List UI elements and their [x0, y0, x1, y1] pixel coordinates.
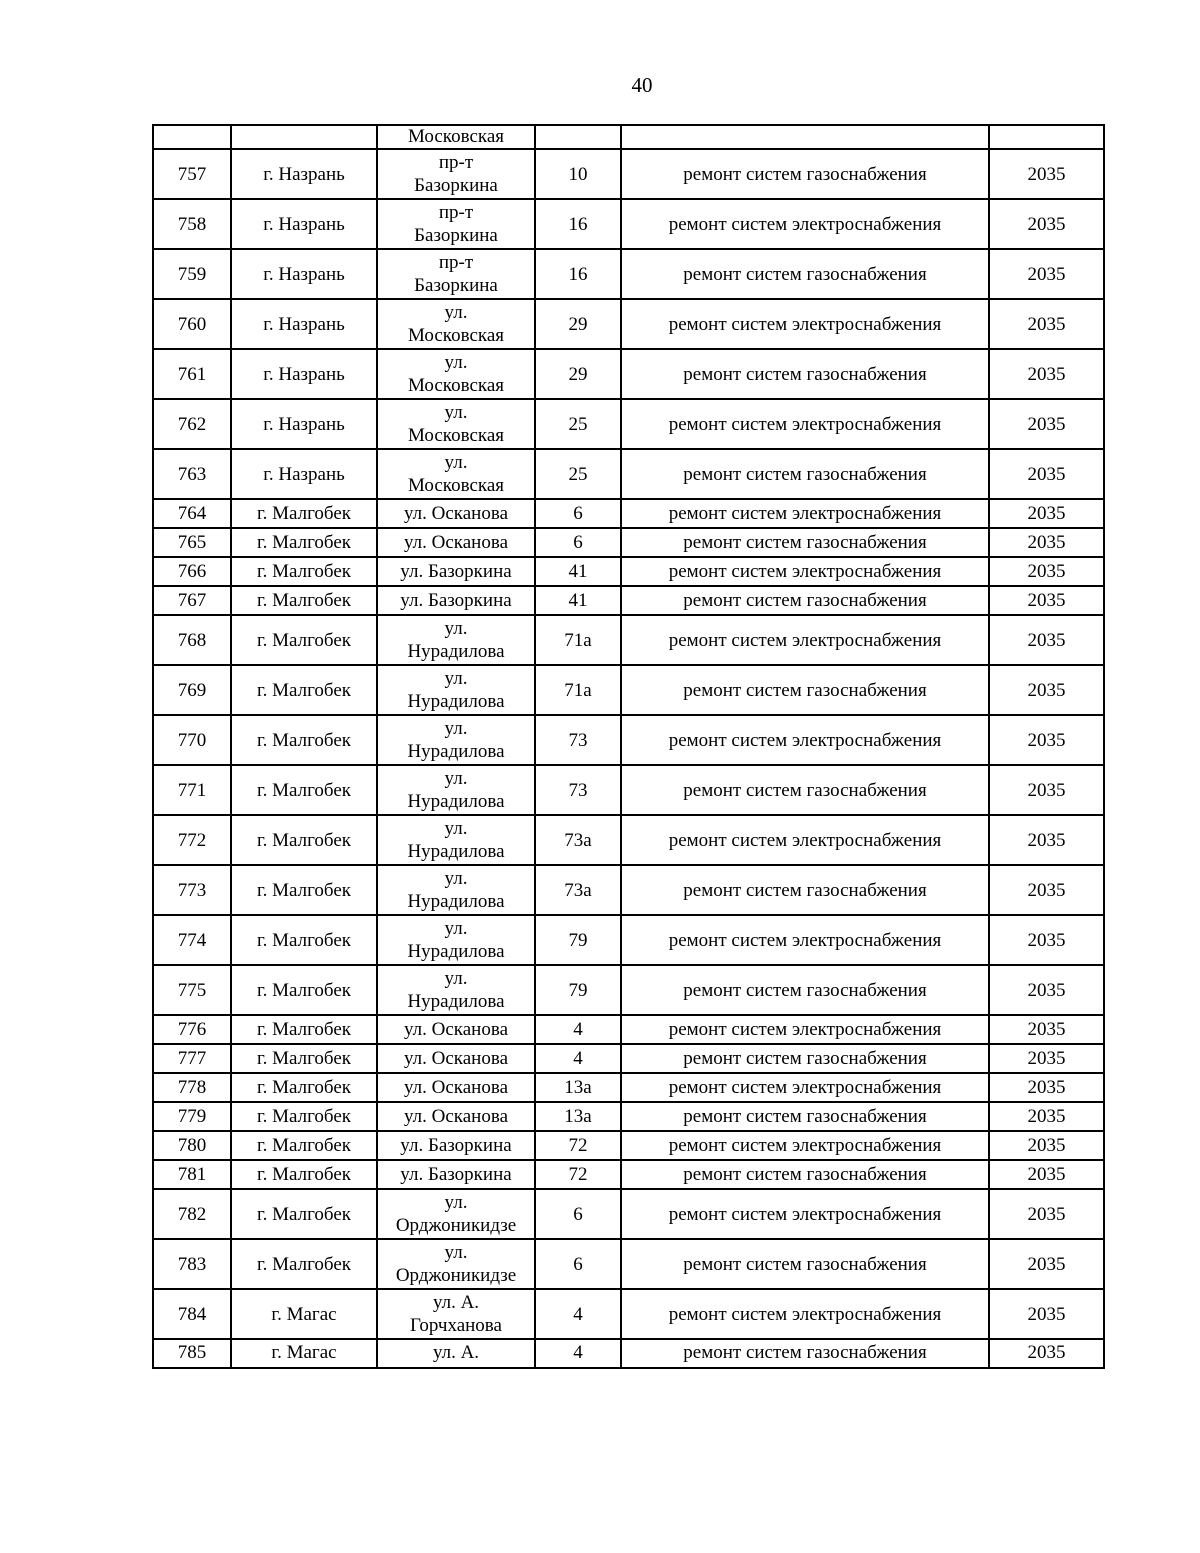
cell-year: 2035 [989, 1339, 1104, 1368]
table-row [153, 499, 1104, 528]
cell-city: г. Малгобек [231, 557, 377, 586]
cell-year [989, 125, 1104, 149]
table-row [153, 1131, 1104, 1160]
cell-num: 761 [153, 349, 231, 399]
registry-table [152, 124, 1105, 1369]
cell-year: 2035 [989, 586, 1104, 615]
table-row [153, 399, 1104, 449]
cell-house: 41 [535, 586, 621, 615]
cell-work: ремонт систем электроснабжения [621, 1289, 989, 1339]
cell-num: 767 [153, 586, 231, 615]
cell-num: 758 [153, 199, 231, 249]
street-line: пр-т [438, 252, 474, 273]
cell-city: г. Малгобек [231, 499, 377, 528]
cell-year: 2035 [989, 815, 1104, 865]
cell-num: 760 [153, 299, 231, 349]
cell-city: г. Малгобек [231, 1102, 377, 1131]
cell-house [535, 125, 621, 149]
cell-house: 29 [535, 349, 621, 399]
cell-num: 778 [153, 1073, 231, 1102]
cell-street [377, 1044, 535, 1073]
cell-city: г. Назрань [231, 449, 377, 499]
cell-city: г. Малгобек [231, 1239, 377, 1289]
cell-work: ремонт систем газоснабжения [621, 1239, 989, 1289]
street-line: Орджоникидзе [395, 1265, 517, 1286]
cell-year: 2035 [989, 249, 1104, 299]
table-row [153, 1160, 1104, 1189]
table-row [153, 765, 1104, 815]
cell-year: 2035 [989, 449, 1104, 499]
street-line: ул. [444, 402, 468, 423]
cell-city: г. Малгобек [231, 715, 377, 765]
table-row [153, 528, 1104, 557]
street-line: ул. [444, 1242, 468, 1263]
cell-street [377, 299, 535, 349]
cell-work: ремонт систем газоснабжения [621, 586, 989, 615]
street-line: пр-т [438, 152, 474, 173]
street-line: Московская [407, 475, 504, 496]
street-line: ул. Базоркина [400, 1164, 512, 1185]
cell-year: 2035 [989, 1160, 1104, 1189]
table-row [153, 449, 1104, 499]
cell-city: г. Назрань [231, 199, 377, 249]
cell-work: ремонт систем газоснабжения [621, 249, 989, 299]
cell-city: г. Малгобек [231, 1015, 377, 1044]
cell-house: 6 [535, 499, 621, 528]
cell-work: ремонт систем электроснабжения [621, 715, 989, 765]
cell-num: 773 [153, 865, 231, 915]
street-line: ул. Осканова [404, 1048, 508, 1069]
street-line: ул. [444, 618, 468, 639]
cell-year: 2035 [989, 1015, 1104, 1044]
table-row [153, 586, 1104, 615]
street-line: ул. Осканова [404, 1077, 508, 1098]
cell-work: ремонт систем газоснабжения [621, 1044, 989, 1073]
cell-street [377, 199, 535, 249]
cell-work: ремонт систем газоснабжения [621, 865, 989, 915]
cell-house: 4 [535, 1015, 621, 1044]
cell-year: 2035 [989, 1044, 1104, 1073]
cell-year: 2035 [989, 399, 1104, 449]
cell-city: г. Магас [231, 1339, 377, 1368]
street-line: ул. Базоркина [400, 590, 512, 611]
cell-work: ремонт систем электроснабжения [621, 615, 989, 665]
cell-work [621, 125, 989, 149]
cell-street [377, 449, 535, 499]
cell-city: г. Назрань [231, 349, 377, 399]
table-row [153, 665, 1104, 715]
street-line: ул. Осканова [404, 532, 508, 553]
cell-city: г. Малгобек [231, 765, 377, 815]
street-line: Московская [407, 325, 504, 346]
table-row [153, 1339, 1104, 1368]
cell-house: 16 [535, 199, 621, 249]
cell-house: 73а [535, 865, 621, 915]
cell-city: г. Малгобек [231, 665, 377, 715]
cell-work: ремонт систем газоснабжения [621, 765, 989, 815]
cell-city: г. Малгобек [231, 815, 377, 865]
cell-city: г. Назрань [231, 149, 377, 199]
cell-num: 771 [153, 765, 231, 815]
cell-year: 2035 [989, 865, 1104, 915]
cell-work: ремонт систем газоснабжения [621, 1160, 989, 1189]
cell-num: 782 [153, 1189, 231, 1239]
cell-num: 776 [153, 1015, 231, 1044]
cell-year: 2035 [989, 1131, 1104, 1160]
cell-num: 781 [153, 1160, 231, 1189]
cell-city: г. Назрань [231, 249, 377, 299]
street-line: ул. [444, 352, 468, 373]
street-line: ул. [444, 668, 468, 689]
cell-street [377, 1339, 535, 1368]
street-line: Нурадилова [407, 941, 505, 962]
cell-work: ремонт систем газоснабжения [621, 449, 989, 499]
cell-street [377, 1073, 535, 1102]
cell-city: г. Малгобек [231, 1131, 377, 1160]
cell-work: ремонт систем электроснабжения [621, 1073, 989, 1102]
cell-house: 73 [535, 715, 621, 765]
cell-house: 71а [535, 615, 621, 665]
street-line: ул. [444, 868, 468, 889]
cell-city: г. Малгобек [231, 915, 377, 965]
table-row [153, 1189, 1104, 1239]
cell-num: 764 [153, 499, 231, 528]
cell-work: ремонт систем газоснабжения [621, 1102, 989, 1131]
cell-street [377, 557, 535, 586]
cell-num: 780 [153, 1131, 231, 1160]
cell-num: 766 [153, 557, 231, 586]
cell-street [377, 1015, 535, 1044]
cell-street [377, 1160, 535, 1189]
cell-street [377, 149, 535, 199]
cell-num: 774 [153, 915, 231, 965]
street-line: Орджоникидзе [395, 1215, 517, 1236]
table-row [153, 557, 1104, 586]
table-row [153, 615, 1104, 665]
street-line: Нурадилова [407, 741, 505, 762]
cell-city: г. Магас [231, 1289, 377, 1339]
cell-city: г. Малгобек [231, 965, 377, 1015]
street-line: Базоркина [414, 175, 498, 196]
street-line: ул. [444, 1192, 468, 1213]
street-line: Базоркина [414, 275, 498, 296]
cell-year: 2035 [989, 1102, 1104, 1131]
cell-house: 72 [535, 1131, 621, 1160]
cell-house: 13а [535, 1102, 621, 1131]
cell-num [153, 125, 231, 149]
street-line: ул. Осканова [404, 1106, 508, 1127]
street-line: ул. Базоркина [400, 1135, 512, 1156]
street-line: ул. [444, 768, 468, 789]
cell-num: 784 [153, 1289, 231, 1339]
cell-house: 73а [535, 815, 621, 865]
cell-work: ремонт систем электроснабжения [621, 199, 989, 249]
street-line: Нурадилова [407, 891, 505, 912]
cell-street [377, 1102, 535, 1131]
street-line: ул. [444, 818, 468, 839]
cell-num: 779 [153, 1102, 231, 1131]
cell-house: 16 [535, 249, 621, 299]
cell-work: ремонт систем электроснабжения [621, 815, 989, 865]
street-line: ул. [444, 918, 468, 939]
cell-year: 2035 [989, 149, 1104, 199]
cell-city: г. Назрань [231, 399, 377, 449]
cell-house: 13а [535, 1073, 621, 1102]
table-row [153, 715, 1104, 765]
cell-year: 2035 [989, 349, 1104, 399]
cell-street [377, 815, 535, 865]
cell-year: 2035 [989, 1189, 1104, 1239]
cell-house: 4 [535, 1289, 621, 1339]
table-row [153, 249, 1104, 299]
street-line: Горчханова [410, 1315, 502, 1336]
cell-city: г. Малгобек [231, 528, 377, 557]
cell-year: 2035 [989, 765, 1104, 815]
cell-street [377, 1131, 535, 1160]
cell-house: 6 [535, 1189, 621, 1239]
street-line: ул. Осканова [404, 503, 508, 524]
cell-street [377, 399, 535, 449]
street-line: Нурадилова [407, 641, 505, 662]
cell-house: 25 [535, 449, 621, 499]
cell-num: 785 [153, 1339, 231, 1368]
table-body [153, 125, 1104, 1368]
cell-street [377, 665, 535, 715]
cell-street [377, 249, 535, 299]
cell-work: ремонт систем электроснабжения [621, 1189, 989, 1239]
table-row [153, 1102, 1104, 1131]
cell-year: 2035 [989, 557, 1104, 586]
street-line: ул. [444, 302, 468, 323]
cell-house: 25 [535, 399, 621, 449]
cell-work: ремонт систем газоснабжения [621, 349, 989, 399]
street-line: ул. Базоркина [400, 561, 512, 582]
cell-house: 4 [535, 1339, 621, 1368]
cell-year: 2035 [989, 615, 1104, 665]
cell-house: 4 [535, 1044, 621, 1073]
street-line: ул. Осканова [404, 1019, 508, 1040]
cell-work: ремонт систем электроснабжения [621, 399, 989, 449]
cell-work: ремонт систем электроснабжения [621, 557, 989, 586]
cell-work: ремонт систем электроснабжения [621, 499, 989, 528]
cell-work: ремонт систем газоснабжения [621, 528, 989, 557]
cell-house: 10 [535, 149, 621, 199]
street-line: Московская [407, 375, 504, 396]
cell-num: 775 [153, 965, 231, 1015]
street-line: ул. [444, 718, 468, 739]
table-row [153, 299, 1104, 349]
cell-city: г. Малгобек [231, 615, 377, 665]
cell-city: г. Малгобек [231, 586, 377, 615]
cell-num: 783 [153, 1239, 231, 1289]
cell-num: 762 [153, 399, 231, 449]
cell-work: ремонт систем газоснабжения [621, 665, 989, 715]
table-row [153, 1044, 1104, 1073]
cell-city: г. Малгобек [231, 1160, 377, 1189]
cell-num: 759 [153, 249, 231, 299]
cell-work: ремонт систем газоснабжения [621, 149, 989, 199]
cell-work: ремонт систем газоснабжения [621, 1339, 989, 1368]
cell-city: г. Малгобек [231, 1044, 377, 1073]
cell-num: 777 [153, 1044, 231, 1073]
cell-house: 41 [535, 557, 621, 586]
cell-city [231, 125, 377, 149]
cell-street [377, 499, 535, 528]
cell-house: 6 [535, 528, 621, 557]
cell-street [377, 1189, 535, 1239]
cell-city: г. Малгобек [231, 1073, 377, 1102]
table-row [153, 199, 1104, 249]
cell-street [377, 915, 535, 965]
cell-work: ремонт систем электроснабжения [621, 1131, 989, 1160]
table-row [153, 149, 1104, 199]
street-line: Нурадилова [407, 991, 505, 1012]
cell-year: 2035 [989, 965, 1104, 1015]
street-line: Нурадилова [407, 691, 505, 712]
cell-street [377, 586, 535, 615]
cell-house: 79 [535, 965, 621, 1015]
cell-street [377, 615, 535, 665]
cell-work: ремонт систем электроснабжения [621, 299, 989, 349]
cell-num: 765 [153, 528, 231, 557]
cell-house: 73 [535, 765, 621, 815]
cell-num: 768 [153, 615, 231, 665]
cell-year: 2035 [989, 1239, 1104, 1289]
cell-house: 29 [535, 299, 621, 349]
table-row [153, 349, 1104, 399]
street-line: Московская [407, 425, 504, 446]
street-line: Базоркина [414, 225, 498, 246]
cell-street [377, 965, 535, 1015]
street-line: Нурадилова [407, 841, 505, 862]
street-line: ул. А. [432, 1342, 480, 1363]
cell-num: 772 [153, 815, 231, 865]
table-row [153, 915, 1104, 965]
cell-year: 2035 [989, 199, 1104, 249]
cell-street [377, 765, 535, 815]
street-line: Нурадилова [407, 791, 505, 812]
cell-street [377, 1289, 535, 1339]
cell-street [377, 865, 535, 915]
cell-num: 763 [153, 449, 231, 499]
cell-year: 2035 [989, 915, 1104, 965]
cell-house: 71а [535, 665, 621, 715]
cell-house: 6 [535, 1239, 621, 1289]
street-line: пр-т [438, 202, 474, 223]
cell-year: 2035 [989, 299, 1104, 349]
continuation-row [153, 125, 1104, 149]
page-number: 40 [631, 73, 653, 97]
cell-street [377, 528, 535, 557]
table-row [153, 1239, 1104, 1289]
cell-house: 72 [535, 1160, 621, 1189]
cell-work: ремонт систем электроснабжения [621, 915, 989, 965]
cell-work: ремонт систем электроснабжения [621, 1015, 989, 1044]
table-row [153, 1289, 1104, 1339]
table-row [153, 1073, 1104, 1102]
cell-street [377, 1239, 535, 1289]
cell-city: г. Малгобек [231, 1189, 377, 1239]
cell-num: 757 [153, 149, 231, 199]
street-line: ул. [444, 968, 468, 989]
street-line: ул. [444, 452, 468, 473]
table-row [153, 815, 1104, 865]
street-line: ул. А. [432, 1292, 480, 1313]
cell-num: 769 [153, 665, 231, 715]
cell-year: 2035 [989, 665, 1104, 715]
cell-year: 2035 [989, 1289, 1104, 1339]
cell-street [377, 715, 535, 765]
cell-year: 2035 [989, 1073, 1104, 1102]
table-row [153, 865, 1104, 915]
table-row [153, 1015, 1104, 1044]
cell-street [377, 349, 535, 399]
cell-work: ремонт систем газоснабжения [621, 965, 989, 1015]
cell-street: Московская [377, 125, 535, 149]
table-row [153, 965, 1104, 1015]
cell-city: г. Назрань [231, 299, 377, 349]
cell-year: 2035 [989, 499, 1104, 528]
cell-year: 2035 [989, 715, 1104, 765]
cell-house: 79 [535, 915, 621, 965]
cell-num: 770 [153, 715, 231, 765]
cell-city: г. Малгобек [231, 865, 377, 915]
cell-year: 2035 [989, 528, 1104, 557]
